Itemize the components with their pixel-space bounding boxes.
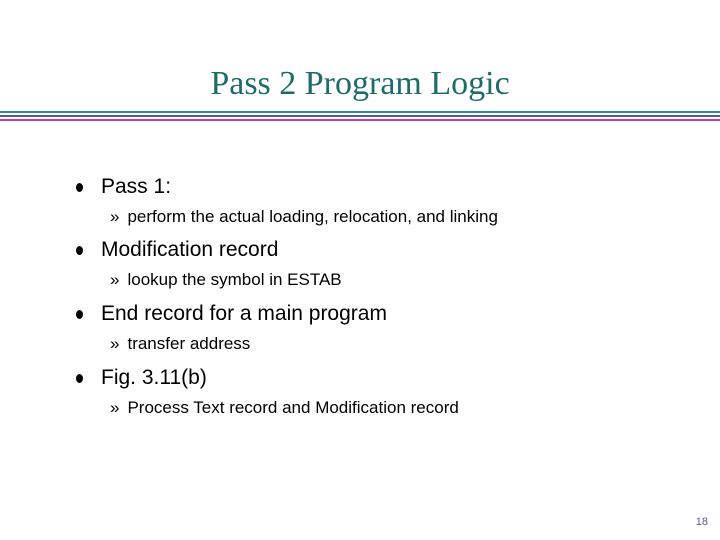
sub-bullet-item [110,333,250,355]
bullet-item [76,365,207,391]
sub-bullet-item [110,206,498,228]
bullet-text: End record for a main program [101,302,387,325]
bullet-text: Fig. 3.11(b) [101,366,207,389]
chevron-marker-icon: » [110,398,120,417]
chevron-marker-icon: » [110,207,120,226]
sub-bullet-item [110,269,342,291]
bullet-item [76,174,171,200]
chevron-marker-icon: » [110,334,120,353]
page-number: 18 [695,516,708,528]
slide-title: Pass 2 Program Logic [210,65,510,102]
bullet-item [76,301,387,327]
sub-bullet-text: perform the actual loading, relocation, and linking [127,207,498,226]
bullet-dot-icon [76,246,83,255]
sub-bullet-text: transfer address [127,334,251,353]
chevron-marker-icon: » [110,270,120,289]
sub-bullet-item [110,397,459,419]
bullet-dot-icon [76,183,83,192]
bullet-dot-icon [76,374,83,383]
sub-bullet-text: Process Text record and Modification record [127,398,459,417]
sub-bullet-text: lookup the symbol in ESTAB [127,270,342,289]
bullet-text: Modification record [101,238,279,261]
bullet-item [76,237,278,263]
bullet-dot-icon [76,310,83,319]
bullet-text: Pass 1: [101,175,172,198]
